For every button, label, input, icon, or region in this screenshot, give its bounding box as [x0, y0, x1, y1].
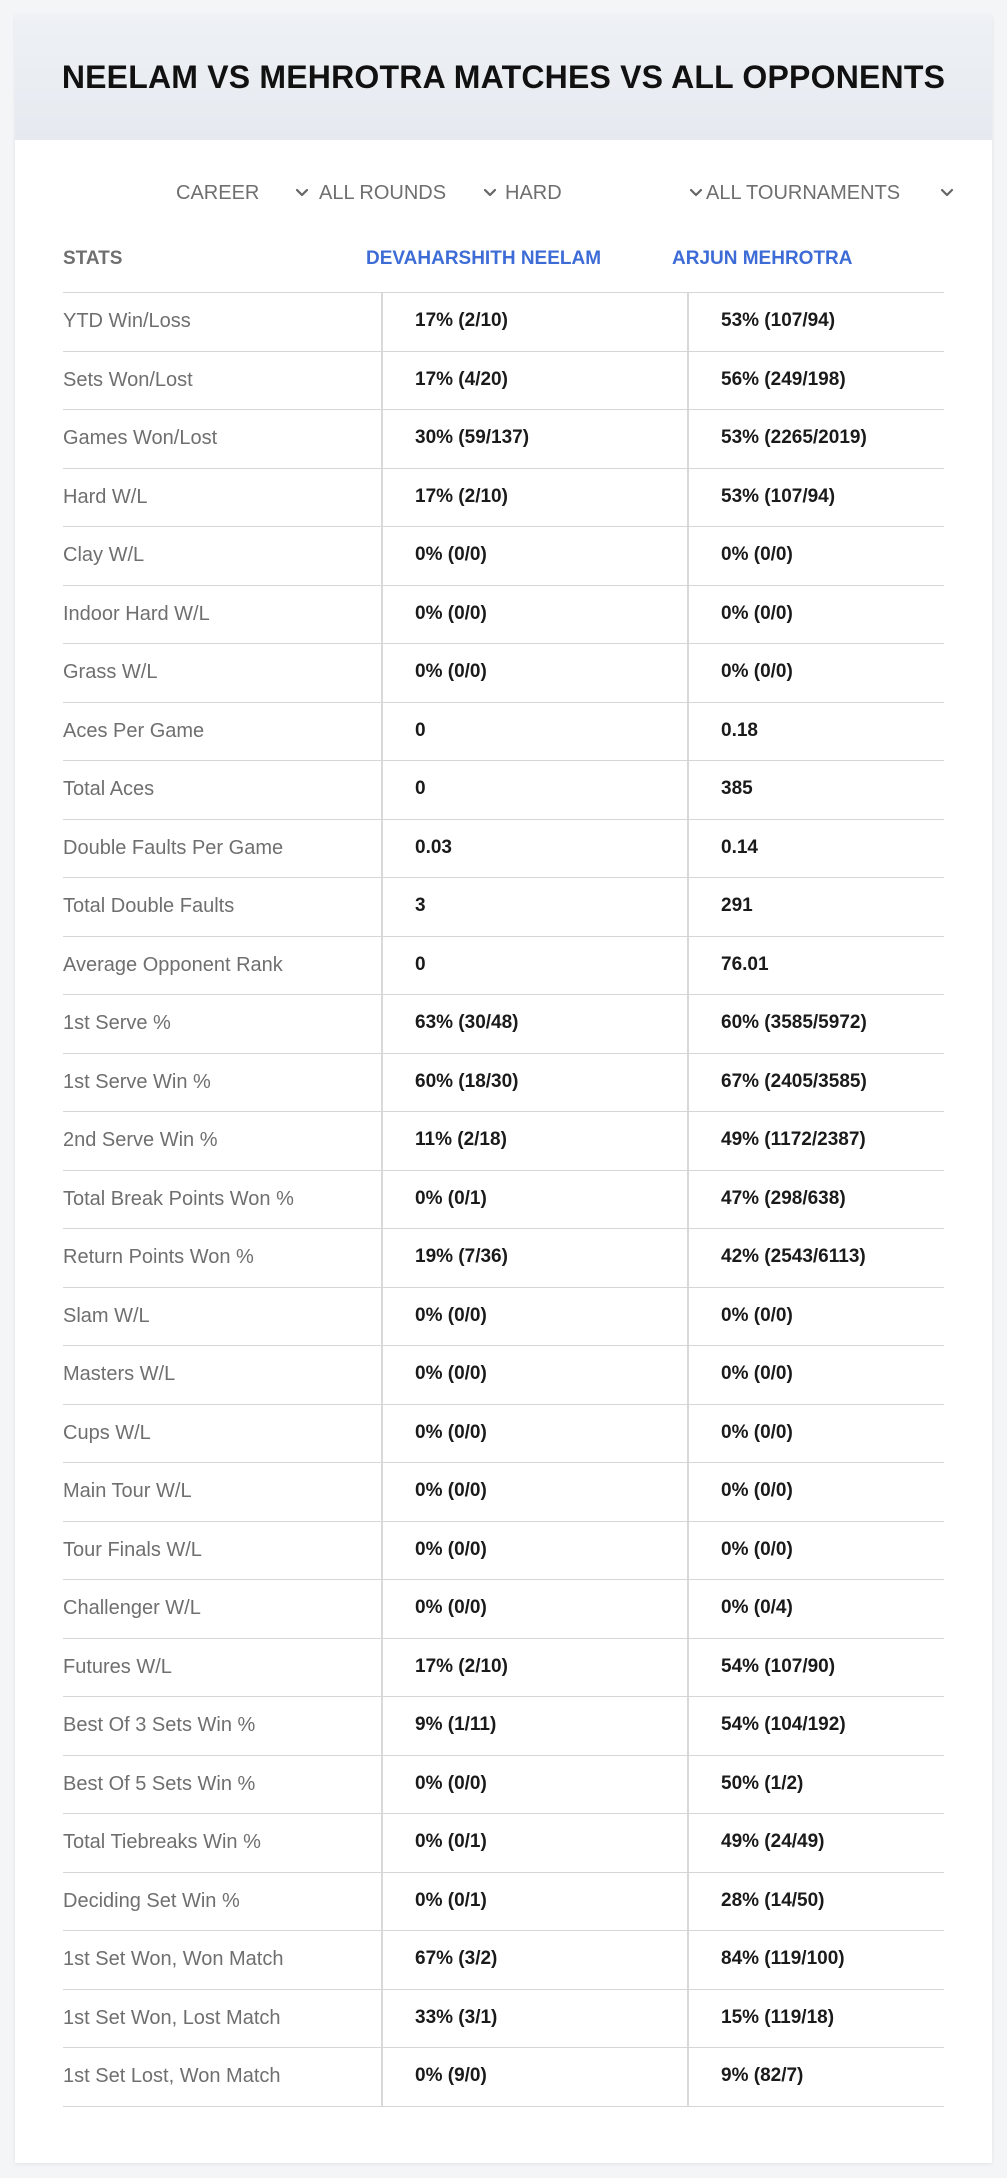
page-title: NEELAM VS MEHROTRA MATCHES VS ALL OPPONENTS — [61, 59, 946, 95]
stat-label: Sets Won/Lost — [63, 368, 193, 391]
player2-stat-value: 56% (249/198) — [721, 368, 846, 390]
stat-label: 1st Serve Win % — [63, 1070, 211, 1093]
column-divider — [381, 469, 383, 527]
table-row — [63, 820, 944, 879]
table-row — [63, 1756, 944, 1815]
column-divider — [687, 527, 689, 585]
column-divider — [381, 1756, 383, 1814]
player2-stat-value: 0% (0/0) — [721, 1480, 793, 1501]
player1-stat-value: 0% (0/0) — [415, 1538, 487, 1560]
column-divider — [381, 703, 383, 761]
stat-label: Deciding Set Win % — [63, 1889, 240, 1912]
player2-stat-value: 0% (0/0) — [721, 544, 793, 565]
player2-stat-value: 53% (107/94) — [721, 310, 836, 331]
column-divider — [687, 1112, 689, 1170]
player1-stat-value: 30% (59/137) — [415, 427, 530, 448]
chevron-down-icon — [938, 184, 956, 202]
chevron-down-icon — [687, 184, 705, 202]
stat-label: Games Won/Lost — [63, 427, 218, 449]
stat-label: Main Tour W/L — [63, 1480, 192, 1502]
player2-stat-value: 53% (107/94) — [721, 485, 836, 507]
stat-label: Total Aces — [63, 778, 155, 800]
player2-stat-value: 0% (0/0) — [721, 1363, 793, 1384]
table-row — [63, 703, 944, 762]
player2-stat-value: 49% (1172/2387) — [721, 1129, 866, 1150]
player2-stat-value: 84% (119/100) — [721, 1948, 845, 1969]
table-row — [63, 1990, 944, 2049]
stat-label: Indoor Hard W/L — [63, 602, 210, 625]
column-divider — [687, 1639, 689, 1697]
stat-label: 2nd Serve Win % — [63, 1129, 218, 1151]
column-divider — [381, 1112, 383, 1170]
stat-label: Total Double Faults — [63, 895, 235, 917]
tournaments-select-value: ALL TOURNAMENTS — [706, 181, 901, 204]
column-divider — [381, 1580, 383, 1638]
player1-stat-value: 17% (2/10) — [415, 485, 508, 507]
column-divider — [687, 1288, 689, 1346]
table-row — [63, 1463, 944, 1522]
card-header — [15, 15, 992, 140]
table-row — [63, 1171, 944, 1230]
column-divider — [381, 995, 383, 1053]
player1-stat-value: 0% (0/1) — [415, 1831, 487, 1852]
column-divider — [687, 1405, 689, 1463]
player1-stat-value: 0 — [415, 719, 426, 741]
player1-stat-value: 0 — [415, 953, 426, 975]
column-divider — [687, 410, 689, 468]
column-divider — [381, 1639, 383, 1697]
player1-stat-value: 0% (0/1) — [415, 1187, 487, 1209]
stat-label: Hard W/L — [63, 485, 148, 508]
column-divider — [687, 586, 689, 644]
stat-label: Aces Per Game — [63, 719, 205, 742]
player1-stat-value: 0% (0/0) — [415, 1421, 487, 1443]
column-divider — [687, 1229, 689, 1287]
surface-select[interactable] — [505, 175, 705, 211]
player2-stat-value: 60% (3585/5972) — [721, 1012, 867, 1033]
column-divider — [381, 352, 383, 410]
player1-link[interactable]: DEVAHARSHITH NEELAM — [366, 248, 602, 269]
stats-table-body — [63, 293, 944, 2107]
column-divider — [687, 995, 689, 1053]
table-row — [63, 1639, 944, 1698]
stat-label: Average Opponent Rank — [63, 953, 283, 976]
stat-label: 1st Set Lost, Won Match — [63, 2065, 281, 2087]
player2-link[interactable]: ARJUN MEHROTRA — [672, 248, 853, 269]
table-row — [63, 1229, 944, 1288]
column-divider — [687, 761, 689, 819]
player1-stat-value: 0 — [415, 778, 426, 799]
table-row — [63, 1580, 944, 1639]
column-divider — [687, 1463, 689, 1521]
player1-stat-value: 0.03 — [415, 836, 452, 858]
stat-label: Best Of 5 Sets Win % — [63, 1772, 256, 1795]
player1-stat-value: 63% (30/48) — [415, 1012, 519, 1033]
column-divider — [381, 2048, 383, 2106]
table-row — [63, 1697, 944, 1756]
column-divider — [687, 1580, 689, 1638]
column-divider — [687, 1931, 689, 1989]
column-divider — [381, 293, 383, 351]
stat-label: Tour Finals W/L — [63, 1538, 202, 1561]
player1-stat-value: 17% (4/20) — [415, 368, 508, 390]
table-row — [63, 527, 944, 586]
player2-stat-value: 76.01 — [721, 953, 769, 975]
column-divider — [687, 644, 689, 702]
column-divider — [381, 937, 383, 995]
stat-label: 1st Serve % — [63, 1012, 171, 1034]
table-row — [63, 644, 944, 703]
player2-stat-value: 54% (104/192) — [721, 1714, 846, 1735]
player1-stat-value: 0% (0/0) — [415, 1480, 487, 1501]
period-select-value: CAREER — [176, 181, 260, 204]
stat-label: Total Tiebreaks Win % — [63, 1831, 261, 1853]
stat-label: YTD Win/Loss — [63, 310, 191, 332]
table-row — [63, 2048, 944, 2107]
column-divider — [687, 1171, 689, 1229]
stats-column-header: STATS — [63, 248, 123, 269]
player2-stat-value: 28% (14/50) — [721, 1889, 825, 1911]
player2-stat-value: 0% (0/4) — [721, 1597, 793, 1618]
column-divider — [381, 1054, 383, 1112]
player2-stat-value: 53% (2265/2019) — [721, 427, 867, 448]
column-divider — [687, 1054, 689, 1112]
stat-label: Futures W/L — [63, 1655, 172, 1678]
stat-label: Clay W/L — [63, 544, 145, 566]
column-divider — [381, 1931, 383, 1989]
table-row — [63, 586, 944, 645]
column-divider — [381, 527, 383, 585]
player1-stat-value: 11% (2/18) — [415, 1129, 507, 1150]
player1-stat-value: 60% (18/30) — [415, 1070, 519, 1092]
period-select[interactable] — [176, 175, 311, 211]
player2-stat-value: 0% (0/0) — [721, 661, 793, 682]
player1-stat-value: 0% (0/0) — [415, 1363, 487, 1384]
chevron-down-icon — [293, 184, 311, 202]
player1-stat-value: 67% (3/2) — [415, 1948, 498, 1969]
column-divider — [381, 1288, 383, 1346]
table-row — [63, 293, 944, 352]
column-divider — [381, 1990, 383, 2048]
column-divider — [687, 2048, 689, 2106]
table-row — [63, 1405, 944, 1464]
column-divider — [381, 878, 383, 936]
player2-stat-value: 0.14 — [721, 836, 758, 858]
player2-stat-value: 0% (0/0) — [721, 1421, 793, 1443]
table-row — [63, 1054, 944, 1113]
stat-label: Return Points Won % — [63, 1246, 254, 1268]
chevron-down-icon — [481, 184, 499, 202]
player1-stat-value: 0% (0/1) — [415, 1889, 487, 1911]
table-row — [63, 1288, 944, 1347]
table-row — [63, 1931, 944, 1990]
player2-stat-value: 0% (0/0) — [721, 602, 793, 624]
stats-table-header — [63, 240, 944, 293]
column-divider — [687, 469, 689, 527]
column-divider — [381, 1171, 383, 1229]
player2-stat-value: 67% (2405/3585) — [721, 1070, 867, 1092]
column-divider — [381, 1463, 383, 1521]
player1-stat-value: 0% (0/0) — [415, 602, 487, 624]
column-divider — [687, 1990, 689, 2048]
stat-label: Total Break Points Won % — [63, 1187, 294, 1210]
player1-stat-value: 9% (1/11) — [415, 1714, 497, 1735]
column-divider — [687, 703, 689, 761]
column-divider — [381, 761, 383, 819]
player1-stat-value: 0% (0/0) — [415, 1304, 487, 1326]
stat-label: Best Of 3 Sets Win % — [63, 1714, 256, 1736]
column-divider — [381, 1346, 383, 1404]
column-divider — [381, 1873, 383, 1931]
table-row — [63, 761, 944, 820]
column-divider — [687, 352, 689, 410]
filter-bar — [15, 140, 992, 240]
stat-label: 1st Set Won, Won Match — [63, 1948, 284, 1970]
player1-stat-value: 0% (0/0) — [415, 544, 487, 565]
table-row — [63, 1873, 944, 1932]
table-row — [63, 352, 944, 411]
column-divider — [381, 1522, 383, 1580]
stat-label: Masters W/L — [63, 1363, 176, 1385]
player1-stat-value: 0% (0/0) — [415, 1597, 487, 1618]
table-row — [63, 1814, 944, 1873]
player2-stat-value: 9% (82/7) — [721, 2065, 804, 2086]
stat-label: Slam W/L — [63, 1304, 150, 1327]
stat-label: Grass W/L — [63, 661, 158, 683]
player2-stat-value: 0.18 — [721, 719, 758, 741]
column-divider — [687, 937, 689, 995]
player1-stat-value: 33% (3/1) — [415, 2006, 498, 2028]
column-divider — [381, 644, 383, 702]
table-row — [63, 995, 944, 1054]
column-divider — [687, 1814, 689, 1872]
column-divider — [687, 1697, 689, 1755]
stat-label: Challenger W/L — [63, 1597, 201, 1619]
player2-stat-value: 385 — [721, 778, 753, 799]
player1-stat-value: 0% (0/0) — [415, 1772, 487, 1794]
table-row — [63, 1346, 944, 1405]
player2-stat-value: 42% (2543/6113) — [721, 1246, 866, 1267]
player2-stat-value: 0% (0/0) — [721, 1538, 793, 1560]
player1-stat-value: 17% (2/10) — [415, 1655, 508, 1677]
player2-stat-value: 54% (107/90) — [721, 1655, 836, 1677]
stat-label: Cups W/L — [63, 1421, 151, 1444]
column-divider — [687, 1756, 689, 1814]
rounds-select[interactable] — [319, 175, 499, 211]
table-row — [63, 410, 944, 469]
player2-stat-value: 15% (119/18) — [721, 2006, 835, 2028]
stat-label: Double Faults Per Game — [63, 836, 284, 859]
player2-stat-value: 50% (1/2) — [721, 1772, 804, 1794]
column-divider — [687, 820, 689, 878]
column-divider — [687, 1522, 689, 1580]
player1-stat-value: 3 — [415, 895, 426, 916]
column-divider — [381, 820, 383, 878]
player1-stat-value: 17% (2/10) — [415, 310, 508, 331]
tournaments-select[interactable] — [706, 175, 956, 211]
player1-stat-value: 0% (9/0) — [415, 2065, 487, 2086]
rounds-select-value: ALL ROUNDS — [319, 181, 447, 204]
column-divider — [381, 1405, 383, 1463]
column-divider — [687, 293, 689, 351]
table-row — [63, 1112, 944, 1171]
table-row — [63, 878, 944, 937]
table-row — [63, 937, 944, 996]
player1-stat-value: 0% (0/0) — [415, 661, 487, 682]
comparison-card — [15, 15, 992, 2163]
table-row — [63, 1522, 944, 1581]
column-divider — [687, 1346, 689, 1404]
player2-stat-value: 291 — [721, 895, 753, 916]
player2-stat-value: 0% (0/0) — [721, 1304, 793, 1326]
column-divider — [687, 878, 689, 936]
column-divider — [381, 1814, 383, 1872]
table-row — [63, 469, 944, 528]
player1-stat-value: 19% (7/36) — [415, 1246, 508, 1267]
column-divider — [687, 1873, 689, 1931]
player2-stat-value: 49% (24/49) — [721, 1831, 825, 1852]
surface-select-value: HARD — [505, 181, 562, 204]
stat-label: 1st Set Won, Lost Match — [63, 2006, 281, 2029]
player2-stat-value: 47% (298/638) — [721, 1187, 846, 1209]
column-divider — [381, 586, 383, 644]
column-divider — [381, 1229, 383, 1287]
column-divider — [381, 1697, 383, 1755]
column-divider — [381, 410, 383, 468]
